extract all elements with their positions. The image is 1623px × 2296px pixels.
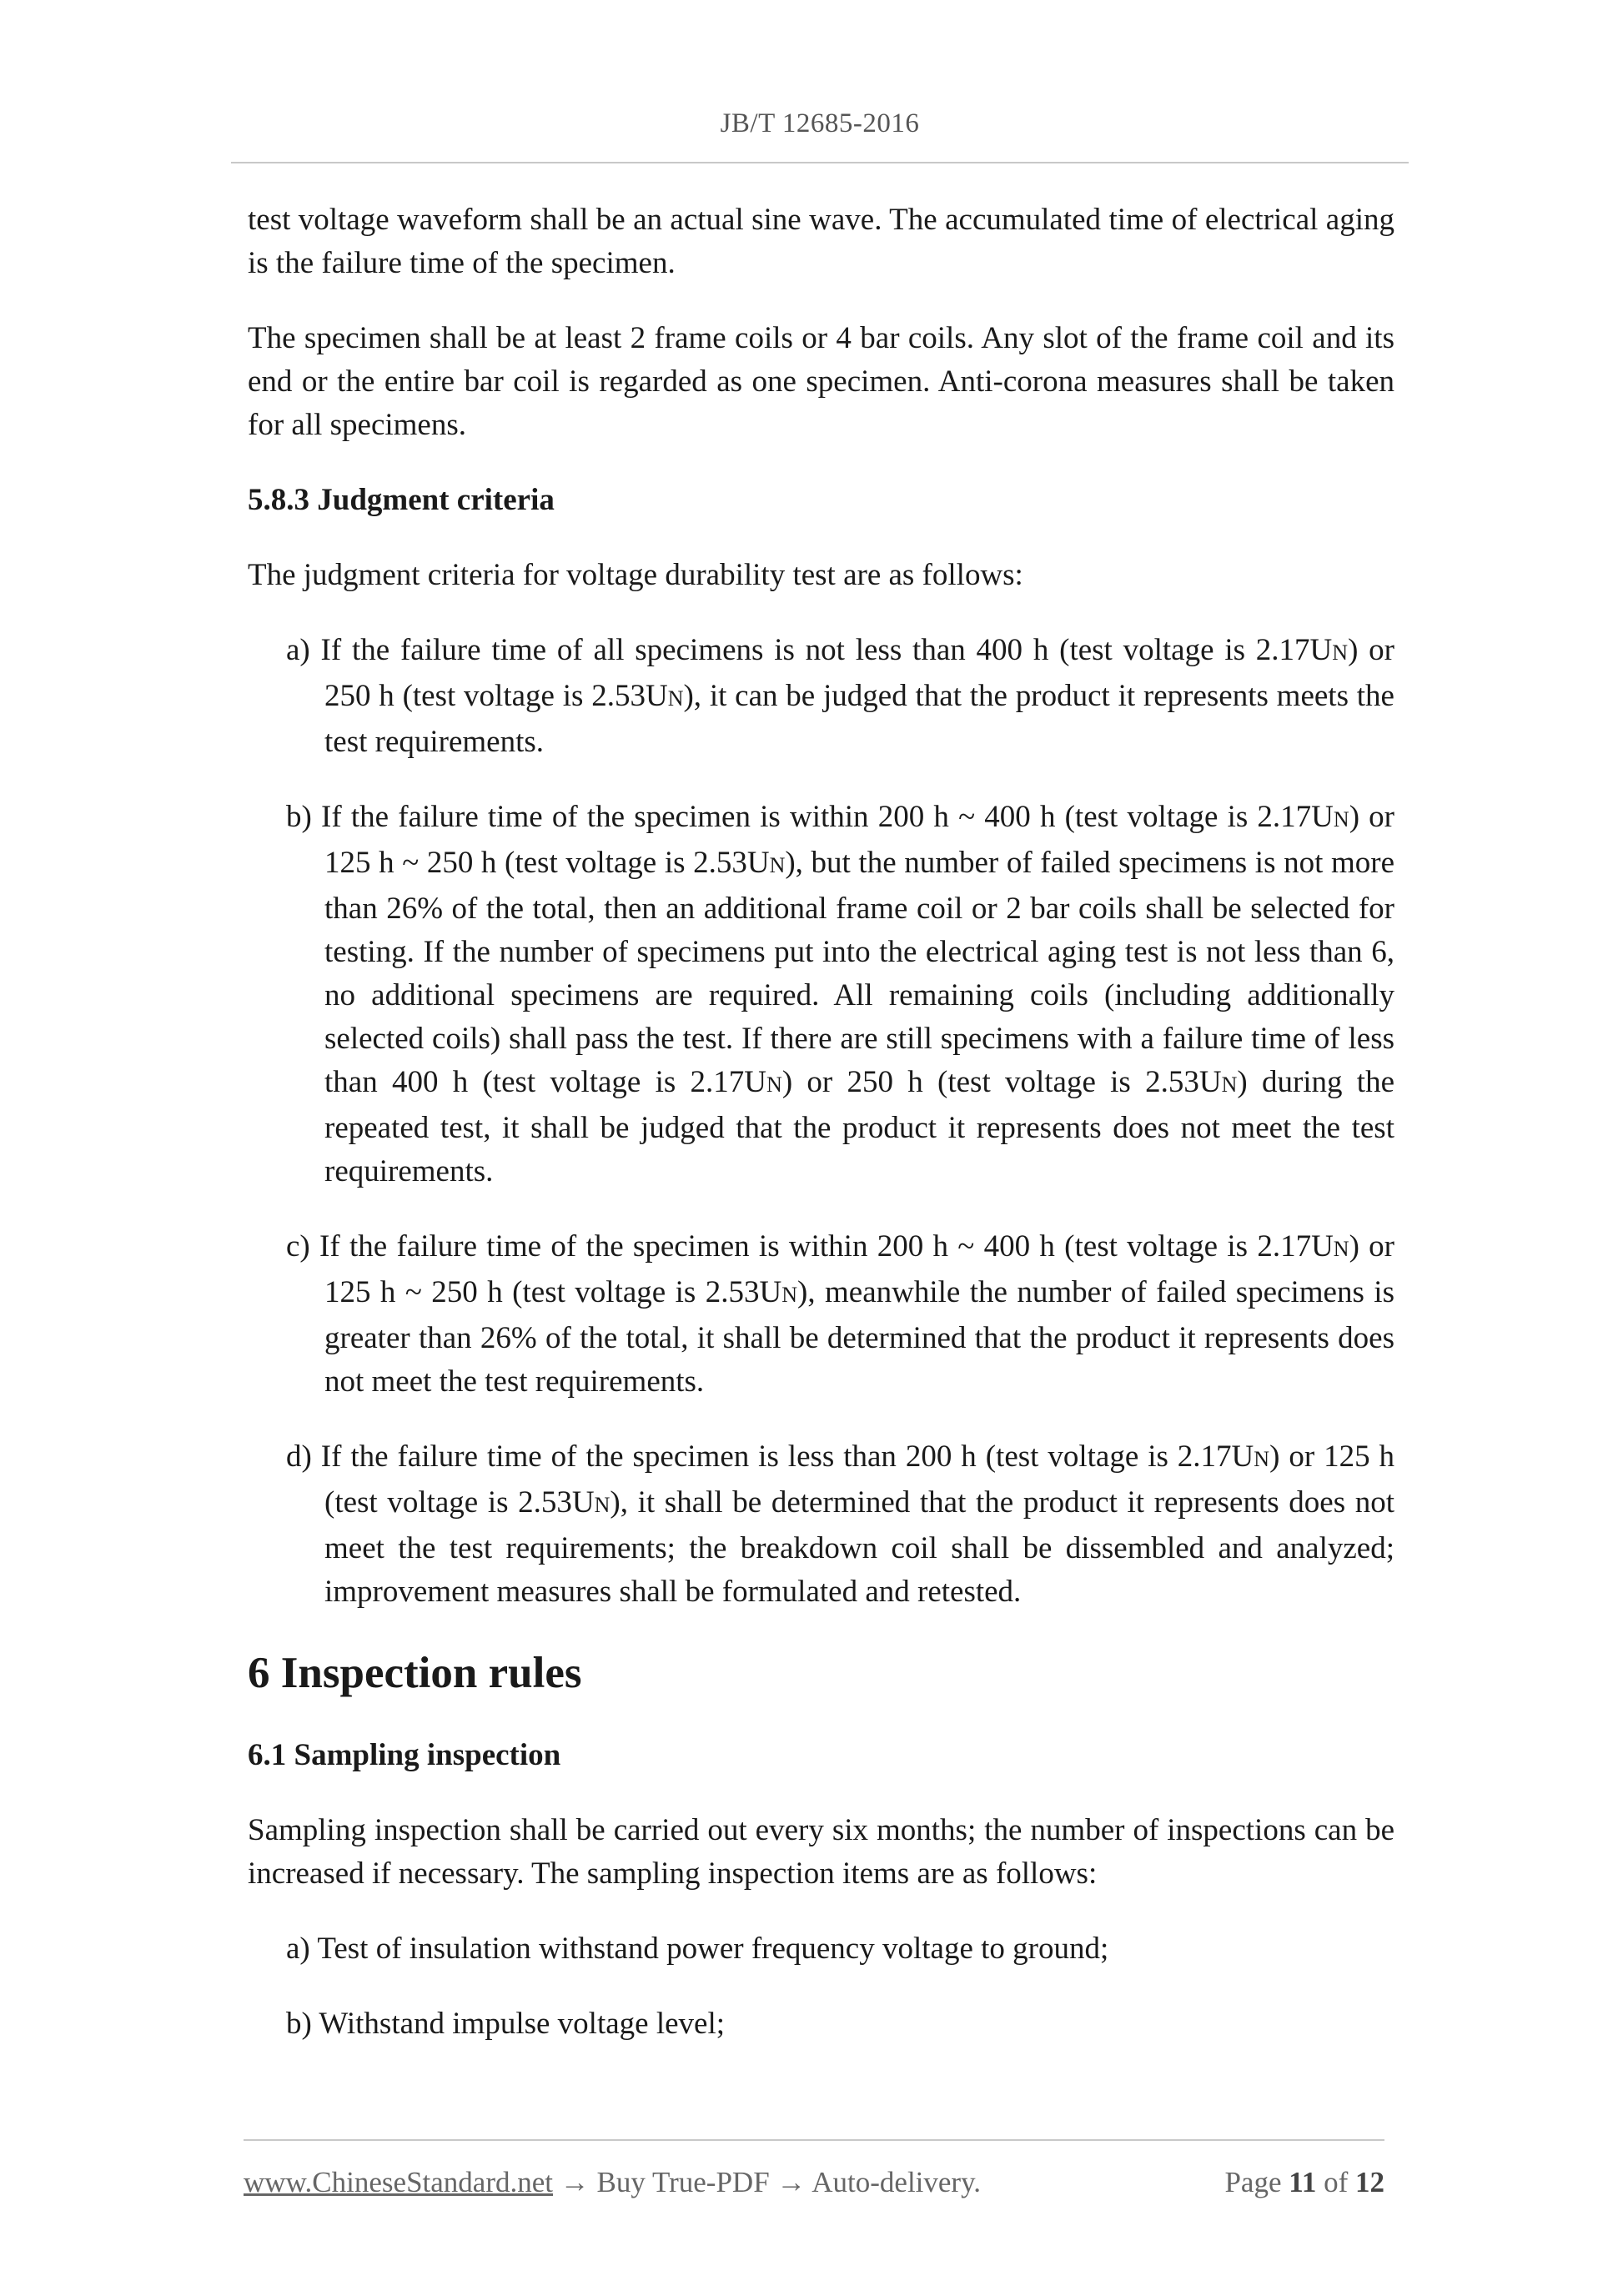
sampling-items-list — [248, 1927, 1394, 2046]
page-header — [231, 98, 1409, 163]
list-item: b) Withstand impulse voltage level; — [286, 2007, 726, 2041]
section-heading-6-1: 6.1 Sampling inspection — [248, 1738, 561, 1772]
current-page: 11 — [1289, 2166, 1317, 2198]
section-heading-5-8-3: 5.8.3 Judgment criteria — [248, 483, 555, 517]
list-item: c) If the failure time of the specimen is within 200 h ~ 400 h (test voltage is 2.17UN) or 125 h ~ 250 h (test voltage is 2.53UN), meanwhile the number of failed specimens is greater than 26% of the total, it shall be determined that the product it represents does not meet the test requirements. — [286, 1229, 1395, 1399]
paragraph: Sampling inspection shall be carried out every six months; the number of inspections can be increased if necessary. The sampling inspection items are as follows: — [248, 1813, 1394, 1891]
page-number: Page 11 of 12 — [1224, 2166, 1384, 2198]
list-item: a) If the failure time of all specimens is not less than 400 h (test voltage is 2.17UN) or 250 h (test voltage is 2.53UN), it can be judged that the product it represents meets the test requirements. — [286, 633, 1395, 759]
footer-left — [244, 2166, 981, 2199]
paragraph: test voltage waveform shall be an actual sine wave. The accumulated time of electrical aging is the failure time of the specimen. — [248, 203, 1394, 280]
judgment-criteria-list — [248, 629, 1394, 1614]
list-item: a) Test of insulation withstand power frequency voltage to ground; — [286, 1932, 1109, 1966]
total-pages: 12 — [1355, 2166, 1384, 2198]
section-heading-6: 6 Inspection rules — [248, 1649, 582, 1697]
website-link[interactable]: www.ChineseStandard.net — [244, 2166, 553, 2198]
page-content — [248, 198, 1394, 2077]
auto-delivery-text: Auto-delivery. — [812, 2166, 982, 2198]
paragraph: The specimen shall be at least 2 frame coils or 4 bar coils. Any slot of the frame coil and its end or the entire bar coil is regarded as one specimen. Anti-corona measures shall be taken for all specimens. — [248, 321, 1394, 442]
arrow-icon: → — [560, 2166, 590, 2198]
standard-number: JB/T 12685-2016 — [720, 108, 920, 138]
list-item: b) If the failure time of the specimen is within 200 h ~ 400 h (test voltage is 2.17UN) or 125 h ~ 250 h (test voltage is 2.53UN), but the number of failed specimens is not more than 26% of the total, then an additional frame coil or 2 bar coils shall be selected for testing. If the number of specimens put into the electrical aging test is not less than 6, no additional specimens are required. All remaining coils (including additionally selected coils) shall pass the test. If there are still specimens with a failure time of less than 400 h (test voltage is 2.17UN) or 250 h (test voltage is 2.53UN) during the repeated test, it shall be judged that the product it represents does not meet the test requirements. — [286, 800, 1395, 1188]
paragraph: The judgment criteria for voltage durability test are as follows: — [248, 558, 1023, 592]
arrow-icon: → — [776, 2166, 806, 2198]
list-item: d) If the failure time of the specimen is less than 200 h (test voltage is 2.17UN) or 125 h (test voltage is 2.53UN), it shall be determined that the product it represents does not meet the test requirements; the breakdown coil shall be dissembled and analyzed; improvement measures shall be formulated and retested. — [286, 1439, 1395, 1609]
page-footer — [244, 2139, 1384, 2199]
buy-true-pdf-text: Buy True-PDF — [596, 2166, 770, 2198]
